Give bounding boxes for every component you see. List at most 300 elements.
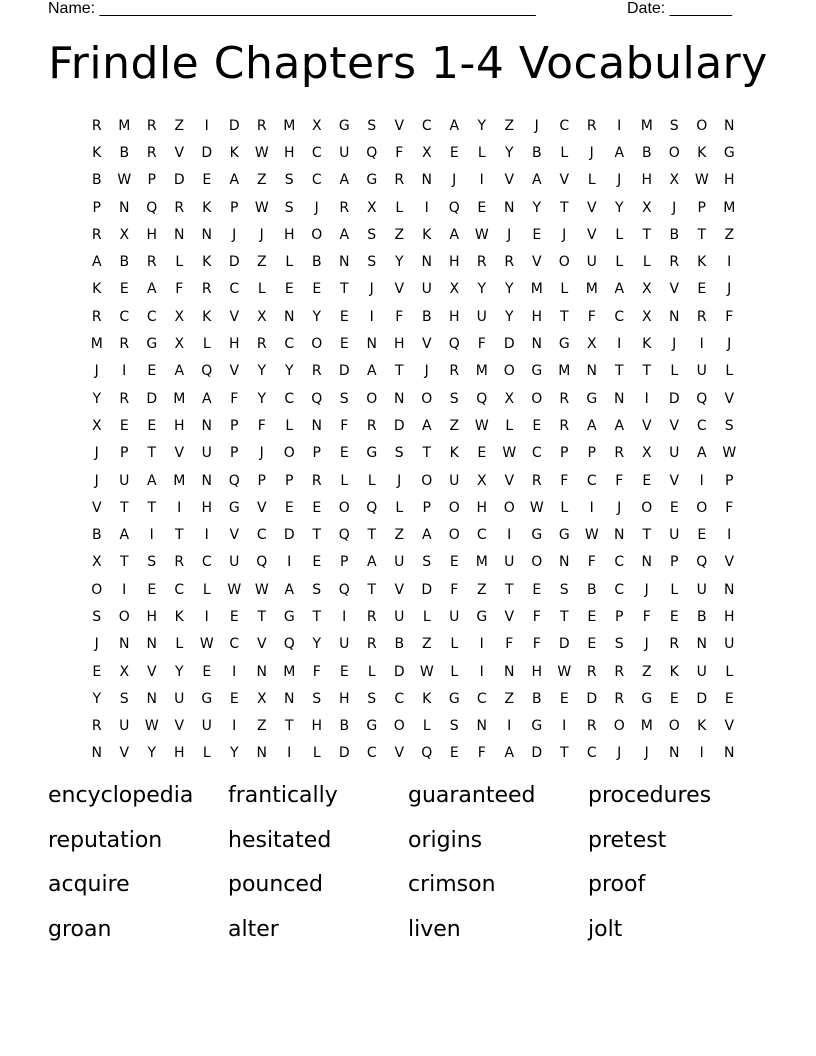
grid-letter[interactable]: D [531,745,543,762]
grid-letter[interactable]: X [641,281,652,298]
grid-letter[interactable]: D [393,663,405,680]
grid-letter[interactable]: M [585,281,598,298]
grid-letter[interactable]: C [201,554,212,571]
grid-letter[interactable]: L [202,581,211,598]
grid-letter[interactable]: W [199,636,214,653]
grid-letter[interactable]: H [146,608,158,625]
grid-letter[interactable]: Z [504,117,515,134]
grid-letter[interactable]: S [367,254,377,271]
grid-letter[interactable]: R [614,663,625,680]
grid-letter[interactable]: A [174,363,185,380]
grid-letter[interactable]: D [558,636,570,653]
grid-letter[interactable]: I [287,554,292,571]
grid-letter[interactable]: L [285,417,294,434]
grid-letter[interactable]: C [119,308,130,325]
grid-letter[interactable]: F [560,472,569,489]
grid-letter[interactable]: E [339,663,349,680]
grid-letter[interactable]: N [641,554,652,571]
grid-letter[interactable]: K [697,144,707,161]
grid-letter[interactable]: H [201,499,213,516]
grid-letter[interactable]: S [724,417,734,434]
grid-letter[interactable]: N [119,636,130,653]
grid-letter[interactable]: L [642,254,651,271]
grid-letter[interactable]: J [314,199,319,216]
grid-letter[interactable]: V [724,554,735,571]
grid-letter[interactable]: V [146,663,157,680]
grid-letter[interactable]: O [641,499,653,516]
grid-letter[interactable]: N [339,254,350,271]
grid-letter[interactable]: W [419,663,434,680]
grid-letter[interactable]: P [587,445,596,462]
grid-letter[interactable]: U [476,308,487,325]
grid-letter[interactable]: V [174,718,185,735]
grid-letter[interactable]: N [421,172,432,189]
grid-letter[interactable]: G [366,718,378,735]
grid-letter[interactable]: E [669,499,679,516]
grid-letter[interactable]: C [614,581,625,598]
grid-letter[interactable]: B [91,172,102,189]
grid-letter[interactable]: N [284,690,295,707]
grid-letter[interactable]: H [476,499,488,516]
grid-letter[interactable]: O [668,718,680,735]
grid-letter[interactable]: V [641,417,652,434]
grid-letter[interactable]: Y [284,363,294,380]
grid-letter[interactable]: P [615,608,624,625]
grid-letter[interactable]: W [254,199,269,216]
grid-letter[interactable]: S [367,226,377,243]
grid-letter[interactable]: N [256,663,267,680]
grid-letter[interactable]: X [504,390,515,407]
grid-letter[interactable]: T [504,581,514,598]
grid-letter[interactable]: F [175,281,184,298]
grid-letter[interactable]: L [725,363,734,380]
grid-letter[interactable]: D [201,144,213,161]
grid-letter[interactable]: H [448,308,460,325]
grid-letter[interactable]: L [670,581,679,598]
grid-letter[interactable]: A [531,172,542,189]
grid-letter[interactable]: V [586,199,597,216]
grid-letter[interactable]: E [587,636,597,653]
grid-letter[interactable]: F [230,390,239,407]
grid-letter[interactable]: T [312,527,322,544]
grid-letter[interactable]: Q [448,199,460,216]
grid-letter[interactable]: E [449,745,459,762]
grid-letter[interactable]: H [173,745,185,762]
grid-letter[interactable]: L [367,472,376,489]
grid-letter[interactable]: E [119,417,129,434]
grid-letter[interactable]: A [449,117,460,134]
grid-letter[interactable]: P [670,554,679,571]
grid-letter[interactable]: I [232,663,237,680]
grid-letter[interactable]: T [559,608,569,625]
grid-letter[interactable]: H [641,172,653,189]
grid-letter[interactable]: E [697,281,707,298]
grid-letter[interactable]: E [724,690,734,707]
grid-letter[interactable]: H [448,254,460,271]
grid-letter[interactable]: L [450,636,459,653]
grid-letter[interactable]: K [422,690,432,707]
grid-letter[interactable]: O [696,499,708,516]
grid-letter[interactable]: D [146,390,158,407]
grid-letter[interactable]: C [284,390,295,407]
grid-letter[interactable]: V [669,417,680,434]
grid-letter[interactable]: G [366,445,378,462]
grid-letter[interactable]: R [366,417,377,434]
grid-letter[interactable]: W [722,445,737,462]
grid-letter[interactable]: H [393,336,405,353]
grid-letter[interactable]: U [724,636,735,653]
grid-letter[interactable]: B [421,308,432,325]
grid-letter[interactable]: I [122,581,127,598]
grid-letter[interactable]: J [424,363,429,380]
grid-letter[interactable]: V [394,581,405,598]
grid-letter[interactable]: X [311,117,322,134]
grid-letter[interactable]: E [669,608,679,625]
grid-letter[interactable]: Z [449,417,460,434]
grid-letter[interactable]: N [201,417,212,434]
grid-letter[interactable]: Q [338,581,350,598]
grid-letter[interactable]: I [287,745,292,762]
grid-letter[interactable]: R [586,117,597,134]
grid-letter[interactable]: A [91,254,102,271]
grid-letter[interactable]: R [366,608,377,625]
grid-letter[interactable]: M [173,390,186,407]
grid-letter[interactable]: A [504,745,515,762]
grid-letter[interactable]: C [476,527,487,544]
grid-letter[interactable]: A [146,281,157,298]
grid-letter[interactable]: M [530,281,543,298]
grid-letter[interactable]: L [257,281,266,298]
grid-letter[interactable]: Y [504,281,514,298]
grid-letter[interactable]: R [366,636,377,653]
grid-letter[interactable]: V [504,472,515,489]
grid-letter[interactable]: C [366,745,377,762]
grid-letter[interactable]: M [640,718,653,735]
grid-letter[interactable]: V [256,636,267,653]
grid-letter[interactable]: J [232,226,237,243]
grid-letter[interactable]: Z [724,226,735,243]
grid-letter[interactable]: A [366,554,377,571]
grid-letter[interactable]: F [312,663,321,680]
grid-letter[interactable]: S [312,690,322,707]
grid-letter[interactable]: O [91,581,103,598]
grid-letter[interactable]: L [422,608,431,625]
grid-letter[interactable]: P [257,472,266,489]
grid-letter[interactable]: O [311,336,323,353]
grid-letter[interactable]: E [559,690,569,707]
grid-letter[interactable]: R [394,172,405,189]
grid-letter[interactable]: T [642,527,652,544]
grid-letter[interactable]: I [562,718,567,735]
grid-letter[interactable]: K [697,718,707,735]
grid-letter[interactable]: R [311,472,322,489]
grid-letter[interactable]: O [421,472,433,489]
grid-letter[interactable]: E [449,554,459,571]
grid-letter[interactable]: H [723,172,735,189]
grid-letter[interactable]: W [227,581,242,598]
grid-letter[interactable]: Y [477,117,487,134]
grid-letter[interactable]: N [91,745,102,762]
grid-letter[interactable]: Q [338,527,350,544]
grid-letter[interactable]: R [174,554,185,571]
grid-letter[interactable]: G [558,336,570,353]
grid-letter[interactable]: S [284,199,294,216]
grid-letter[interactable]: U [696,663,707,680]
grid-letter[interactable]: L [670,363,679,380]
grid-letter[interactable]: I [589,499,594,516]
grid-letter[interactable]: P [285,472,294,489]
grid-letter[interactable]: O [393,718,405,735]
grid-letter[interactable]: B [669,226,680,243]
grid-letter[interactable]: E [119,281,129,298]
grid-letter[interactable]: U [669,527,680,544]
grid-letter[interactable]: J [589,144,594,161]
grid-letter[interactable]: W [584,527,599,544]
grid-letter[interactable]: N [724,581,735,598]
grid-letter[interactable]: E [284,281,294,298]
grid-letter[interactable]: K [202,308,212,325]
grid-letter[interactable]: G [338,117,350,134]
grid-letter[interactable]: Z [641,663,652,680]
grid-letter[interactable]: D [173,172,185,189]
grid-letter[interactable]: O [338,499,350,516]
grid-letter[interactable]: L [395,199,404,216]
grid-letter[interactable]: C [614,308,625,325]
grid-letter[interactable]: I [204,608,209,625]
grid-letter[interactable]: Z [504,690,515,707]
grid-letter[interactable]: Y [92,690,102,707]
grid-letter[interactable]: C [531,445,542,462]
grid-letter[interactable]: A [614,281,625,298]
grid-letter[interactable]: K [697,254,707,271]
grid-letter[interactable]: Z [421,636,432,653]
grid-letter[interactable]: M [283,663,296,680]
grid-letter[interactable]: R [559,390,570,407]
grid-letter[interactable]: Y [312,636,322,653]
grid-letter[interactable]: P [312,445,321,462]
grid-letter[interactable]: D [421,581,433,598]
grid-letter[interactable]: I [479,636,484,653]
grid-letter[interactable]: N [476,718,487,735]
grid-letter[interactable]: A [421,417,432,434]
grid-letter[interactable]: E [147,417,157,434]
grid-letter[interactable]: G [201,690,213,707]
grid-letter[interactable]: K [174,608,184,625]
grid-letter[interactable]: B [119,144,130,161]
grid-letter[interactable]: B [531,144,542,161]
grid-letter[interactable]: H [228,336,240,353]
grid-letter[interactable]: X [174,336,185,353]
grid-letter[interactable]: T [257,608,267,625]
grid-letter[interactable]: K [92,281,102,298]
grid-letter[interactable]: B [91,527,102,544]
grid-letter[interactable]: J [369,281,374,298]
grid-letter[interactable]: Q [421,745,433,762]
grid-letter[interactable]: O [421,390,433,407]
grid-letter[interactable]: U [696,581,707,598]
grid-letter[interactable]: L [725,663,734,680]
grid-letter[interactable]: E [669,690,679,707]
grid-letter[interactable]: T [147,499,157,516]
grid-letter[interactable]: C [311,172,322,189]
grid-letter[interactable]: G [448,690,460,707]
grid-letter[interactable]: W [144,718,159,735]
grid-letter[interactable]: J [727,281,732,298]
date-field[interactable]: Date: _______ [627,0,732,17]
grid-letter[interactable]: D [228,117,240,134]
grid-letter[interactable]: C [174,581,185,598]
grid-letter[interactable]: L [312,745,321,762]
grid-letter[interactable]: C [586,745,597,762]
grid-letter[interactable]: Q [201,363,213,380]
grid-letter[interactable]: C [146,308,157,325]
grid-letter[interactable]: E [449,144,459,161]
grid-letter[interactable]: J [644,745,649,762]
grid-letter[interactable]: K [92,144,102,161]
grid-letter[interactable]: E [147,363,157,380]
grid-letter[interactable]: E [339,336,349,353]
grid-letter[interactable]: U [394,608,405,625]
grid-letter[interactable]: E [339,445,349,462]
grid-letter[interactable]: A [449,226,460,243]
grid-letter[interactable]: R [669,636,680,653]
grid-letter[interactable]: E [339,308,349,325]
grid-letter[interactable]: L [395,499,404,516]
grid-letter[interactable]: F [725,499,734,516]
grid-letter[interactable]: S [312,581,322,598]
grid-letter[interactable]: I [479,172,484,189]
grid-letter[interactable]: G [531,527,543,544]
grid-letter[interactable]: J [644,636,649,653]
grid-letter[interactable]: I [699,745,704,762]
grid-letter[interactable]: C [311,144,322,161]
grid-letter[interactable]: U [504,554,515,571]
grid-letter[interactable]: V [394,117,405,134]
grid-letter[interactable]: G [283,608,295,625]
grid-letter[interactable]: V [421,336,432,353]
grid-letter[interactable]: D [586,690,598,707]
grid-letter[interactable]: F [587,308,596,325]
grid-letter[interactable]: I [479,663,484,680]
grid-letter[interactable]: R [476,254,487,271]
grid-letter[interactable]: O [668,144,680,161]
grid-letter[interactable]: P [230,199,239,216]
grid-letter[interactable]: Q [366,499,378,516]
grid-letter[interactable]: A [421,527,432,544]
grid-letter[interactable]: A [339,226,350,243]
grid-letter[interactable]: P [147,172,156,189]
grid-letter[interactable]: B [531,690,542,707]
grid-letter[interactable]: L [202,336,211,353]
grid-letter[interactable]: B [586,581,597,598]
grid-letter[interactable]: M [558,363,571,380]
grid-letter[interactable]: O [531,554,543,571]
grid-letter[interactable]: F [477,745,486,762]
grid-letter[interactable]: L [285,254,294,271]
grid-letter[interactable]: H [723,608,735,625]
grid-letter[interactable]: Y [229,745,239,762]
grid-letter[interactable]: Z [256,172,267,189]
grid-letter[interactable]: N [669,745,680,762]
grid-letter[interactable]: V [504,172,515,189]
grid-letter[interactable]: V [394,745,405,762]
grid-letter[interactable]: K [202,199,212,216]
grid-letter[interactable]: H [311,718,323,735]
grid-letter[interactable]: R [91,226,102,243]
grid-letter[interactable]: G [586,390,598,407]
grid-letter[interactable]: W [694,172,709,189]
grid-letter[interactable]: F [340,417,349,434]
grid-letter[interactable]: Y [504,144,514,161]
grid-letter[interactable]: T [367,527,377,544]
grid-letter[interactable]: H [531,663,543,680]
grid-letter[interactable]: A [614,144,625,161]
grid-letter[interactable]: V [394,281,405,298]
grid-letter[interactable]: I [204,117,209,134]
grid-letter[interactable]: X [256,308,267,325]
grid-letter[interactable]: M [475,554,488,571]
grid-letter[interactable]: G [366,172,378,189]
grid-letter[interactable]: G [228,499,240,516]
grid-letter[interactable]: F [505,636,514,653]
grid-letter[interactable]: L [587,172,596,189]
grid-letter[interactable]: U [394,554,405,571]
grid-letter[interactable]: M [173,472,186,489]
grid-letter[interactable]: N [724,117,735,134]
grid-letter[interactable]: N [586,363,597,380]
grid-letter[interactable]: Z [394,226,405,243]
grid-letter[interactable]: Y [92,390,102,407]
grid-letter[interactable]: L [202,745,211,762]
grid-letter[interactable]: E [587,608,597,625]
grid-letter[interactable]: I [699,472,704,489]
grid-letter[interactable]: M [640,117,653,134]
grid-letter[interactable]: R [339,199,350,216]
grid-letter[interactable]: X [476,472,487,489]
grid-letter[interactable]: W [557,663,572,680]
grid-letter[interactable]: V [724,718,735,735]
grid-letter[interactable]: D [338,363,350,380]
grid-letter[interactable]: R [504,254,515,271]
grid-letter[interactable]: R [146,254,157,271]
grid-letter[interactable]: J [397,472,402,489]
grid-letter[interactable]: D [503,336,515,353]
grid-letter[interactable]: N [311,417,322,434]
grid-letter[interactable]: S [147,554,157,571]
grid-letter[interactable]: G [641,690,653,707]
grid-letter[interactable]: R [201,281,212,298]
grid-letter[interactable]: V [229,527,240,544]
grid-letter[interactable]: E [477,445,487,462]
grid-letter[interactable]: V [559,172,570,189]
grid-letter[interactable]: F [450,581,459,598]
grid-letter[interactable]: I [507,718,512,735]
grid-letter[interactable]: N [614,390,625,407]
grid-letter[interactable]: G [476,608,488,625]
grid-letter[interactable]: A [696,445,707,462]
grid-letter[interactable]: J [672,336,677,353]
grid-letter[interactable]: E [532,417,542,434]
grid-letter[interactable]: T [119,499,129,516]
grid-letter[interactable]: V [586,226,597,243]
grid-letter[interactable]: C [476,690,487,707]
grid-letter[interactable]: C [586,472,597,489]
grid-letter[interactable]: L [477,144,486,161]
grid-letter[interactable]: I [232,718,237,735]
grid-letter[interactable]: S [284,172,294,189]
grid-letter[interactable]: M [90,336,103,353]
grid-letter[interactable]: T [614,363,624,380]
